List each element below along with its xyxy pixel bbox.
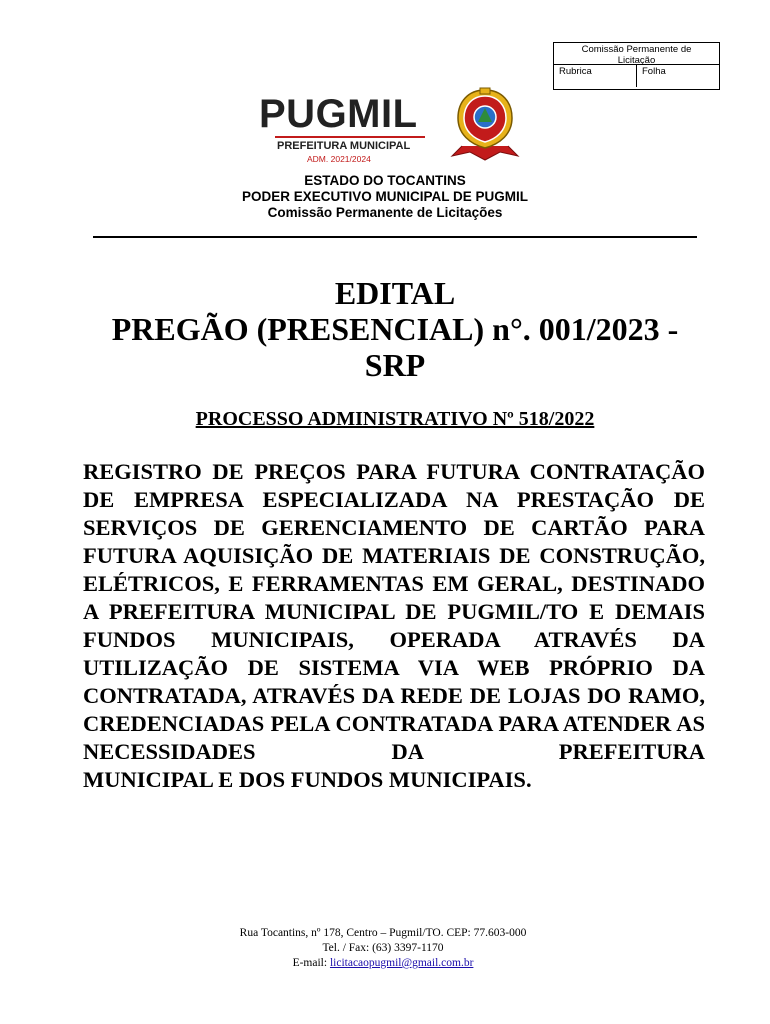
title-line-2: PREGÃO (PRESENCIAL) n°. 001/2023 -	[111, 311, 679, 347]
footer-email-line	[0, 956, 766, 971]
header-state: ESTADO DO TOCANTINS	[304, 173, 466, 188]
stamp-rubrica: Rubrica	[559, 66, 592, 77]
header-power: PODER EXECUTIVO MUNICIPAL DE PUGMIL	[241, 189, 529, 204]
title-line-3: SRP	[364, 347, 426, 383]
document-title	[60, 275, 730, 383]
header-commission: Comissão Permanente de Licitações	[267, 205, 503, 220]
footer-email-label: E-mail:	[292, 957, 330, 969]
logo-adm: ADM. 2021/2024	[307, 154, 371, 164]
document-header	[0, 173, 770, 221]
logo-word: PUGMIL	[259, 92, 418, 136]
title-line-1: EDITAL	[334, 275, 456, 311]
objective-paragraph	[83, 458, 705, 794]
municipal-logo	[255, 92, 525, 172]
stamp-box	[553, 42, 720, 90]
stamp-row	[554, 65, 719, 87]
logo-underline	[275, 136, 425, 138]
logo-subtitle: PREFEITURA MUNICIPAL	[277, 140, 411, 152]
stamp-title: Comissão Permanente de Licitação	[554, 43, 719, 65]
stamp-folha: Folha	[636, 65, 719, 87]
coat-of-arms-icon	[450, 86, 520, 166]
footer-phone: Tel. / Fax: (63) 3397-1170	[322, 942, 444, 954]
objective-last-line: MUNICIPAL E DOS FUNDOS MUNICIPAIS.	[83, 767, 532, 792]
process-number: PROCESSO ADMINISTRATIVO Nº 518/2022	[195, 408, 595, 430]
header-divider	[93, 236, 697, 238]
footer-address: Rua Tocantins, nº 178, Centro – Pugmil/TO. CEP: 77.603-000	[239, 927, 527, 939]
email-link[interactable]: licitacaopugmil@gmail.com.br	[329, 957, 474, 969]
page-footer	[0, 926, 766, 971]
objective-body: REGISTRO DE PREÇOS PARA FUTURA CONTRATAÇÃO DE EMPRESA ESPECIALIZADA NA PRESTAÇÃO DE SERVIÇOS DE GERENCIAMENTO DE CARTÃO PARA FUTURA AQUISIÇÃO DE MATERIAIS DE CONSTRUÇÃO, ELÉTRICOS, E FERRAMENTAS EM GERAL, DESTINADO A PREFEITURA MUNICIPAL DE PUGMIL/TO E DEMAIS FUNDOS MUNICIPAIS, OPERADA ATRAVÉS DA UTILIZAÇÃO DE SISTEMA VIA WEB PRÓPRIO DA CONTRATADA, ATRAVÉS DA REDE DE LOJAS DO RAMO, CREDENCIADAS PELA CONTRATADA PARA ATENDER AS NECESSIDADES DA PREFEITURA	[83, 459, 705, 764]
